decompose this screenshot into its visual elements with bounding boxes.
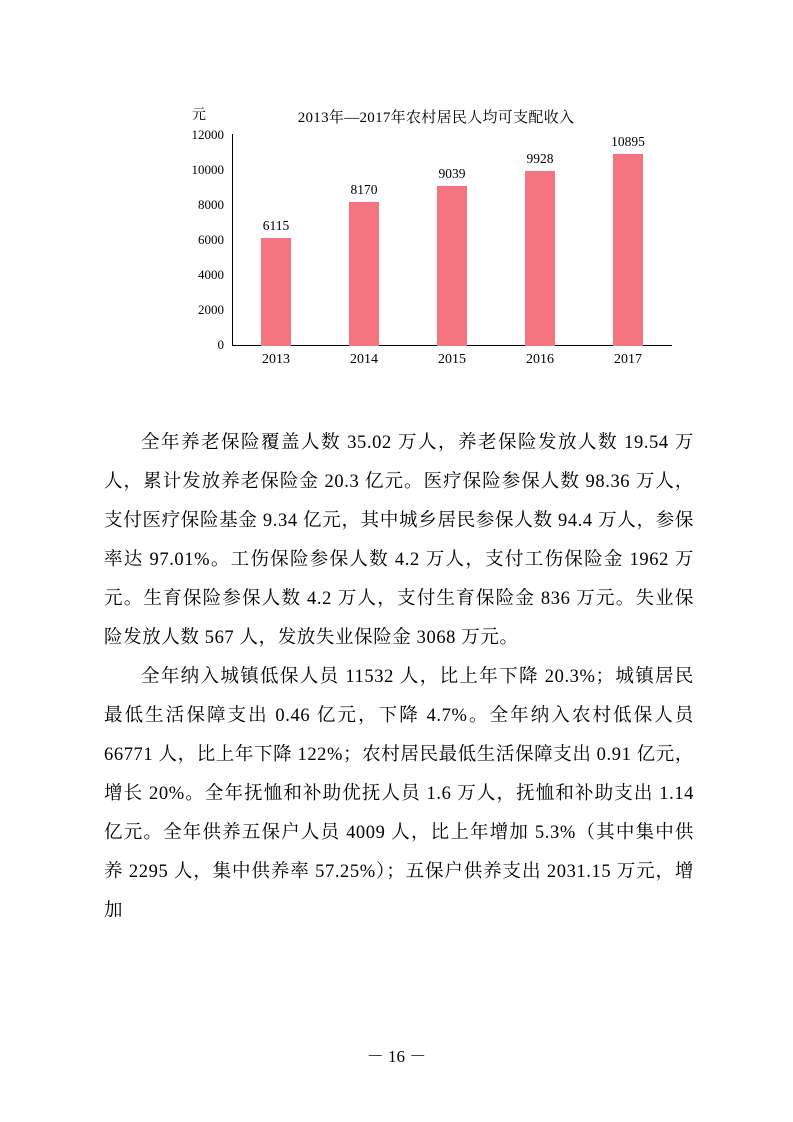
bar-rect [525,171,555,346]
bar-rect [613,154,643,346]
bar-column [500,134,580,346]
x-tick-label: 2015 [438,352,466,367]
x-axis-tick-labels [232,352,672,368]
y-tick-label: 2000 [198,302,224,317]
bar-value-label: 8170 [350,182,378,197]
y-tick-label: 10000 [191,162,224,177]
bar-column [236,134,316,346]
bar-rect [261,238,291,346]
bar-series [232,134,672,346]
paragraph: 全年养老保险覆盖人数 35.02 万人，养老保险发放人数 19.54 万人，累计发放养老保险金 20.3 亿元。医疗保险参保人数 98.36 万人，支付医疗保险基金 9.34 亿元，其中城乡居民参保人数 94.4 万人，参保率达 97.01%。工伤保险参保人数 4.2 万人，支付工伤保险金 1962 万元。生育保险参保人数 4.2 万人，支付生育保险金 836 万元。失业保险发放人数 567 人，发放失业保险金 3068 万元。 [104,433,694,648]
chart-plot-area [232,134,672,346]
x-tick-label: 2014 [350,352,378,367]
chart-title: 2013年—2017年农村居民人均可支配收入 [297,110,575,126]
chart-unit-label: 元 [192,108,206,123]
page-number: － 16 － [366,1047,427,1066]
x-tick-label: 2017 [614,352,642,367]
paragraph: 全年纳入城镇低保人员 11532 人，比上年下降 20.3%；城镇居民最低生活保障支出 0.46 亿元，下降 4.7%。全年纳入农村低保人员 66771 人，比上年下降 122%；农村居民最低生活保障支出 0.91 亿元，增长 20%。全年抚恤和补助优抚人员 1.6 万人，抚恤和补助支出 1.14 亿元。全年供养五保户人员 4009 人，比上年增加 5.3%（其中集中供养 2295 人，集中供养率 57.25%）；五保户供养支出 2031.15 万元，增加 [104,667,694,921]
y-tick-label: 12000 [191,127,224,142]
document-body [104,424,694,931]
x-tick-label: 2016 [526,352,554,367]
bar-chart [96,100,696,390]
bar-value-label: 9039 [438,166,466,181]
y-axis-tick-labels [172,128,228,352]
y-tick-label: 4000 [198,267,224,282]
bar-column [588,134,668,346]
bar-value-label: 10895 [611,134,645,149]
y-tick-label: 0 [217,337,224,352]
bar-rect [437,186,467,346]
x-tick-label: 2013 [262,352,290,367]
bar-value-label: 9928 [526,151,554,166]
bar-column [324,134,404,346]
y-tick-label: 8000 [198,197,224,212]
y-tick-label: 6000 [198,232,224,247]
bar-rect [349,202,379,346]
bar-value-label: 6115 [262,218,290,233]
bar-column [412,134,492,346]
